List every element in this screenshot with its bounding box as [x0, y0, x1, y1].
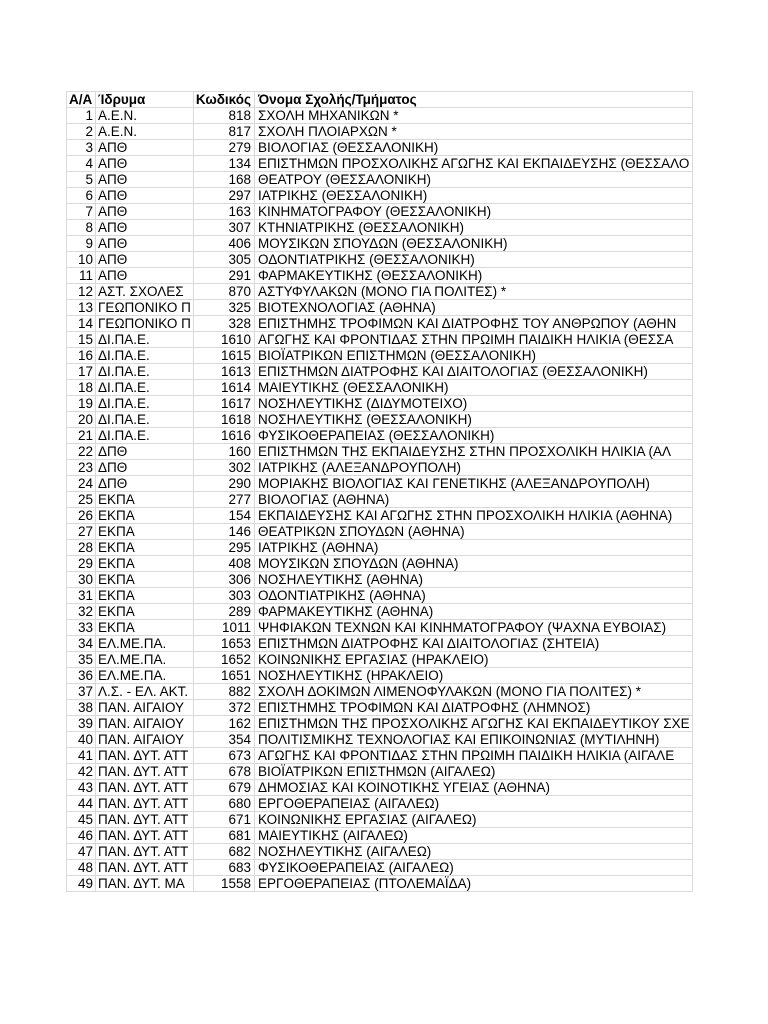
institution-cell[interactable]: ΕΚΠΑ	[96, 508, 194, 524]
table-row	[67, 428, 693, 444]
code-cell[interactable]: 277	[193, 492, 254, 508]
institution-cell[interactable]: ΠΑΝ. ΔΥΤ. ΑΤΤ	[96, 812, 194, 828]
table-row	[67, 460, 693, 476]
row-number[interactable]: 17	[67, 364, 96, 380]
department-name-cell[interactable]: ΦΑΡΜΑΚΕΥΤΙΚΗΣ (ΑΘΗΝΑ)	[255, 604, 693, 620]
code-cell[interactable]: 325	[193, 300, 254, 316]
header-row	[67, 92, 693, 108]
table-row	[67, 764, 693, 780]
row-number[interactable]: 23	[67, 460, 96, 476]
department-name-cell[interactable]: ΚΟΙΝΩΝΙΚΗΣ ΕΡΓΑΣΙΑΣ (ΑΙΓΑΛΕΩ)	[255, 812, 693, 828]
row-number[interactable]: 7	[67, 204, 96, 220]
table-row	[67, 172, 693, 188]
code-cell[interactable]: 1614	[193, 380, 254, 396]
table-row	[67, 620, 693, 636]
code-cell[interactable]: 673	[193, 748, 254, 764]
code-cell[interactable]: 328	[193, 316, 254, 332]
table-row	[67, 716, 693, 732]
code-cell[interactable]: 1616	[193, 428, 254, 444]
table-row	[67, 540, 693, 556]
institution-cell[interactable]: ΕΛ.ΜΕ.ΠΑ.	[96, 636, 194, 652]
institution-cell[interactable]: ΕΚΠΑ	[96, 492, 194, 508]
department-name-cell[interactable]: ΒΙΟΛΟΓΙΑΣ (ΘΕΣΣΑΛΟΝΙΚΗ)	[255, 140, 693, 156]
department-name-cell[interactable]: ΜΟΥΣΙΚΩΝ ΣΠΟΥΔΩΝ (ΑΘΗΝΑ)	[255, 556, 693, 572]
code-cell[interactable]: 818	[193, 108, 254, 124]
table-row	[67, 300, 693, 316]
table-row	[67, 556, 693, 572]
code-cell[interactable]: 303	[193, 588, 254, 604]
institution-cell[interactable]: Α.Ε.Ν.	[96, 108, 194, 124]
institution-cell[interactable]: ΠΑΝ. ΔΥΤ. ΜΑ	[96, 876, 194, 892]
table-row	[67, 812, 693, 828]
department-name-cell[interactable]: ΜΟΡΙΑΚΗΣ ΒΙΟΛΟΓΙΑΣ ΚΑΙ ΓΕΝΕΤΙΚΗΣ (ΑΛΕΞΑΝΔΡΟΥΠΟΛΗ)	[255, 476, 693, 492]
institution-cell[interactable]: ΠΑΝ. ΔΥΤ. ΑΤΤ	[96, 796, 194, 812]
table-row	[67, 684, 693, 700]
row-number[interactable]: 21	[67, 428, 96, 444]
department-name-cell[interactable]: ΕΠΙΣΤΗΜΩΝ ΠΡΟΣΧΟΛΙΚΗΣ ΑΓΩΓΗΣ ΚΑΙ ΕΚΠΑΙΔΕΥΣΗΣ (ΘΕΣΣΑΛΟ	[255, 156, 693, 172]
institution-cell[interactable]: ΑΠΘ	[96, 140, 194, 156]
institution-cell[interactable]: ΑΠΘ	[96, 188, 194, 204]
institution-cell[interactable]: ΠΑΝ. ΔΥΤ. ΑΤΤ	[96, 828, 194, 844]
table-row	[67, 332, 693, 348]
row-number[interactable]: 27	[67, 524, 96, 540]
row-number[interactable]: 36	[67, 668, 96, 684]
institution-cell[interactable]: ΑΠΘ	[96, 220, 194, 236]
code-cell[interactable]: 682	[193, 844, 254, 860]
code-cell[interactable]: 1011	[193, 620, 254, 636]
institution-cell[interactable]: ΠΑΝ. ΔΥΤ. ΑΤΤ	[96, 780, 194, 796]
row-number[interactable]: 24	[67, 476, 96, 492]
code-cell[interactable]: 163	[193, 204, 254, 220]
department-name-cell[interactable]: ΕΠΙΣΤΗΜΗΣ ΤΡΟΦΙΜΩΝ ΚΑΙ ΔΙΑΤΡΟΦΗΣ ΤΟΥ ΑΝΘΡΩΠΟΥ (ΑΘΗΝ	[255, 316, 693, 332]
row-number[interactable]: 30	[67, 572, 96, 588]
department-name-cell[interactable]: ΦΥΣΙΚΟΘΕΡΑΠΕΙΑΣ (ΑΙΓΑΛΕΩ)	[255, 860, 693, 876]
header-aa[interactable]: Α/Α	[67, 92, 96, 108]
institution-cell[interactable]: ΔΙ.ΠΑ.Ε.	[96, 380, 194, 396]
table-row	[67, 876, 693, 892]
department-name-cell[interactable]: ΕΠΙΣΤΗΜΩΝ ΤΗΣ ΕΚΠΑΙΔΕΥΣΗΣ ΣΤΗΝ ΠΡΟΣΧΟΛΙΚΗ ΗΛΙΚΙΑ (ΑΛ	[255, 444, 693, 460]
row-number[interactable]: 8	[67, 220, 96, 236]
department-name-cell[interactable]: ΑΓΩΓΗΣ ΚΑΙ ΦΡΟΝΤΙΔΑΣ ΣΤΗΝ ΠΡΩΙΜΗ ΠΑΙΔΙΚΗ ΗΛΙΚΙΑ (ΑΙΓΑΛΕ	[255, 748, 693, 764]
institution-cell[interactable]: ΠΑΝ. ΔΥΤ. ΑΤΤ	[96, 764, 194, 780]
table-row	[67, 492, 693, 508]
table-row	[67, 636, 693, 652]
row-number[interactable]: 10	[67, 252, 96, 268]
table-row	[67, 780, 693, 796]
code-cell[interactable]: 1558	[193, 876, 254, 892]
row-number[interactable]: 49	[67, 876, 96, 892]
header-institution[interactable]: Ίδρυμα	[96, 92, 194, 108]
row-number[interactable]: 9	[67, 236, 96, 252]
code-cell[interactable]: 154	[193, 508, 254, 524]
institution-cell[interactable]: ΑΣΤ. ΣΧΟΛΕΣ	[96, 284, 194, 300]
institution-cell[interactable]: ΠΑΝ. ΑΙΓΑΙΟΥ	[96, 732, 194, 748]
institution-cell[interactable]: ΕΚΠΑ	[96, 524, 194, 540]
code-cell[interactable]: 1615	[193, 348, 254, 364]
table-row	[67, 252, 693, 268]
department-name-cell[interactable]: ΟΔΟΝΤΙΑΤΡΙΚΗΣ (ΘΕΣΣΑΛΟΝΙΚΗ)	[255, 252, 693, 268]
code-cell[interactable]: 297	[193, 188, 254, 204]
institution-cell[interactable]: ΕΚΠΑ	[96, 620, 194, 636]
row-number[interactable]: 41	[67, 748, 96, 764]
table-row	[67, 652, 693, 668]
row-number[interactable]: 38	[67, 700, 96, 716]
code-cell[interactable]: 354	[193, 732, 254, 748]
department-name-cell[interactable]: ΕΠΙΣΤΗΜΩΝ ΤΗΣ ΠΡΟΣΧΟΛΙΚΗΣ ΑΓΩΓΗΣ ΚΑΙ ΕΚΠΑΙΔΕΥΤΙΚΟΥ ΣΧΕ	[255, 716, 693, 732]
institution-cell[interactable]: ΕΚΠΑ	[96, 556, 194, 572]
row-number[interactable]: 22	[67, 444, 96, 460]
row-number[interactable]: 29	[67, 556, 96, 572]
row-number[interactable]: 47	[67, 844, 96, 860]
header-code[interactable]: Κωδικός	[193, 92, 254, 108]
department-name-cell[interactable]: ΑΣΤΥΦΥΛΑΚΩΝ (ΜΟΝΟ ΓΙΑ ΠΟΛΙΤΕΣ) *	[255, 284, 693, 300]
institution-cell[interactable]: ΠΑΝ. ΔΥΤ. ΑΤΤ	[96, 860, 194, 876]
row-number[interactable]: 35	[67, 652, 96, 668]
department-name-cell[interactable]: ΦΑΡΜΑΚΕΥΤΙΚΗΣ (ΘΕΣΣΑΛΟΝΙΚΗ)	[255, 268, 693, 284]
department-name-cell[interactable]: ΕΚΠΑΙΔΕΥΣΗΣ ΚΑΙ ΑΓΩΓΗΣ ΣΤΗΝ ΠΡΟΣΧΟΛΙΚΗ ΗΛΙΚΙΑ (ΑΘΗΝΑ)	[255, 508, 693, 524]
code-cell[interactable]: 817	[193, 124, 254, 140]
table-row	[67, 524, 693, 540]
table-row	[67, 156, 693, 172]
header-name[interactable]: Όνομα Σχολής/Τμήματος	[255, 92, 693, 108]
department-name-cell[interactable]: ΕΡΓΟΘΕΡΑΠΕΙΑΣ (ΠΤΟΛΕΜΑΪΔΑ)	[255, 876, 693, 892]
department-name-cell[interactable]: ΝΟΣΗΛΕΥΤΙΚΗΣ (ΑΙΓΑΛΕΩ)	[255, 844, 693, 860]
row-number[interactable]: 16	[67, 348, 96, 364]
row-number[interactable]: 11	[67, 268, 96, 284]
department-name-cell[interactable]: ΕΠΙΣΤΗΜΩΝ ΔΙΑΤΡΟΦΗΣ ΚΑΙ ΔΙΑΙΤΟΛΟΓΙΑΣ (ΣΗΤΕΙΑ)	[255, 636, 693, 652]
code-cell[interactable]: 289	[193, 604, 254, 620]
institution-cell[interactable]: ΑΠΘ	[96, 268, 194, 284]
row-number[interactable]: 44	[67, 796, 96, 812]
table-row	[67, 348, 693, 364]
department-name-cell[interactable]: ΒΙΟΪΑΤΡΙΚΩΝ ΕΠΙΣΤΗΜΩΝ (ΘΕΣΣΑΛΟΝΙΚΗ)	[255, 348, 693, 364]
institution-cell[interactable]: ΠΑΝ. ΔΥΤ. ΑΤΤ	[96, 844, 194, 860]
institution-cell[interactable]: Α.Ε.Ν.	[96, 124, 194, 140]
code-cell[interactable]: 1651	[193, 668, 254, 684]
institution-cell[interactable]: ΔΙ.ΠΑ.Ε.	[96, 348, 194, 364]
table-row	[67, 796, 693, 812]
table-row	[67, 844, 693, 860]
table-row	[67, 396, 693, 412]
department-name-cell[interactable]: ΣΧΟΛΗ ΜΗΧΑΝΙΚΩΝ *	[255, 108, 693, 124]
department-name-cell[interactable]: ΝΟΣΗΛΕΥΤΙΚΗΣ (ΔΙΔΥΜΟΤΕΙΧΟ)	[255, 396, 693, 412]
row-number[interactable]: 13	[67, 300, 96, 316]
table-row	[67, 220, 693, 236]
department-name-cell[interactable]: ΒΙΟΪΑΤΡΙΚΩΝ ΕΠΙΣΤΗΜΩΝ (ΑΙΓΑΛΕΩ)	[255, 764, 693, 780]
table-row	[67, 604, 693, 620]
code-cell[interactable]: 1653	[193, 636, 254, 652]
department-name-cell[interactable]: ΒΙΟΤΕΧΝΟΛΟΓΙΑΣ (ΑΘΗΝΑ)	[255, 300, 693, 316]
code-cell[interactable]: 306	[193, 572, 254, 588]
table-row	[67, 124, 693, 140]
department-name-cell[interactable]: ΔΗΜΟΣΙΑΣ ΚΑΙ ΚΟΙΝΟΤΙΚΗΣ ΥΓΕΙΑΣ (ΑΘΗΝΑ)	[255, 780, 693, 796]
code-cell[interactable]: 295	[193, 540, 254, 556]
institution-cell[interactable]: ΔΙ.ΠΑ.Ε.	[96, 332, 194, 348]
code-cell[interactable]: 134	[193, 156, 254, 172]
code-cell[interactable]: 305	[193, 252, 254, 268]
department-name-cell[interactable]: ΙΑΤΡΙΚΗΣ (ΑΛΕΞΑΝΔΡΟΥΠΟΛΗ)	[255, 460, 693, 476]
table-row	[67, 444, 693, 460]
institution-cell[interactable]: ΔΙ.ΠΑ.Ε.	[96, 396, 194, 412]
department-name-cell[interactable]: ΣΧΟΛΗ ΠΛΟΙΑΡΧΩΝ *	[255, 124, 693, 140]
table-row	[67, 188, 693, 204]
department-name-cell[interactable]: ΣΧΟΛΗ ΔΟΚΙΜΩΝ ΛΙΜΕΝΟΦΥΛΑΚΩΝ (ΜΟΝΟ ΓΙΑ ΠΟΛΙΤΕΣ) *	[255, 684, 693, 700]
row-number[interactable]: 19	[67, 396, 96, 412]
row-number[interactable]: 4	[67, 156, 96, 172]
code-cell[interactable]: 291	[193, 268, 254, 284]
table-row	[67, 732, 693, 748]
row-number[interactable]: 14	[67, 316, 96, 332]
code-cell[interactable]: 1617	[193, 396, 254, 412]
table-row	[67, 588, 693, 604]
table-row	[67, 476, 693, 492]
department-name-cell[interactable]: ΚΤΗΝΙΑΤΡΙΚΗΣ (ΘΕΣΣΑΛΟΝΙΚΗ)	[255, 220, 693, 236]
row-number[interactable]: 43	[67, 780, 96, 796]
department-name-cell[interactable]: ΝΟΣΗΛΕΥΤΙΚΗΣ (ΘΕΣΣΑΛΟΝΙΚΗ)	[255, 412, 693, 428]
department-name-cell[interactable]: ΘΕΑΤΡΟΥ (ΘΕΣΣΑΛΟΝΙΚΗ)	[255, 172, 693, 188]
department-name-cell[interactable]: ΦΥΣΙΚΟΘΕΡΑΠΕΙΑΣ (ΘΕΣΣΑΛΟΝΙΚΗ)	[255, 428, 693, 444]
table-row	[67, 204, 693, 220]
table-row	[67, 700, 693, 716]
institution-cell[interactable]: ΕΚΠΑ	[96, 540, 194, 556]
department-name-cell[interactable]: ΘΕΑΤΡΙΚΩΝ ΣΠΟΥΔΩΝ (ΑΘΗΝΑ)	[255, 524, 693, 540]
department-name-cell[interactable]: ΜΑΙΕΥΤΙΚΗΣ (ΘΕΣΣΑΛΟΝΙΚΗ)	[255, 380, 693, 396]
code-cell[interactable]: 1618	[193, 412, 254, 428]
row-number[interactable]: 39	[67, 716, 96, 732]
department-name-cell[interactable]: ΠΟΛΙΤΙΣΜΙΚΗΣ ΤΕΧΝΟΛΟΓΙΑΣ ΚΑΙ ΕΠΙΚΟΙΝΩΝΙΑΣ (ΜΥΤΙΛΗΝΗ)	[255, 732, 693, 748]
code-cell[interactable]: 307	[193, 220, 254, 236]
code-cell[interactable]: 882	[193, 684, 254, 700]
institution-cell[interactable]: ΕΛ.ΜΕ.ΠΑ.	[96, 652, 194, 668]
table-row	[67, 268, 693, 284]
institution-cell[interactable]: ΑΠΘ	[96, 204, 194, 220]
table-row	[67, 236, 693, 252]
code-cell[interactable]: 162	[193, 716, 254, 732]
table-row	[67, 316, 693, 332]
institution-cell[interactable]: ΓΕΩΠΟΝΙΚΟ Π	[96, 300, 194, 316]
spreadsheet	[66, 91, 693, 892]
institution-cell[interactable]: ΔΠΘ	[96, 476, 194, 492]
department-name-cell[interactable]: ΝΟΣΗΛΕΥΤΙΚΗΣ (ΑΘΗΝΑ)	[255, 572, 693, 588]
department-name-cell[interactable]: ΙΑΤΡΙΚΗΣ (ΑΘΗΝΑ)	[255, 540, 693, 556]
row-number[interactable]: 20	[67, 412, 96, 428]
row-number[interactable]: 34	[67, 636, 96, 652]
institution-cell[interactable]: ΠΑΝ. ΑΙΓΑΙΟΥ	[96, 716, 194, 732]
department-name-cell[interactable]: ΜΑΙΕΥΤΙΚΗΣ (ΑΙΓΑΛΕΩ)	[255, 828, 693, 844]
code-cell[interactable]: 680	[193, 796, 254, 812]
row-number[interactable]: 18	[67, 380, 96, 396]
row-number[interactable]: 3	[67, 140, 96, 156]
institution-cell[interactable]: ΠΑΝ. ΑΙΓΑΙΟΥ	[96, 700, 194, 716]
institution-cell[interactable]: ΑΠΘ	[96, 172, 194, 188]
table-row	[67, 364, 693, 380]
table-row	[67, 508, 693, 524]
table-row	[67, 412, 693, 428]
code-cell[interactable]: 1610	[193, 332, 254, 348]
institution-cell[interactable]: ΕΚΠΑ	[96, 588, 194, 604]
institution-cell[interactable]: ΠΑΝ. ΔΥΤ. ΑΤΤ	[96, 748, 194, 764]
table-row	[67, 828, 693, 844]
institution-cell[interactable]: ΔΠΘ	[96, 460, 194, 476]
department-name-cell[interactable]: ΝΟΣΗΛΕΥΤΙΚΗΣ (ΗΡΑΚΛΕΙΟ)	[255, 668, 693, 684]
code-cell[interactable]: 406	[193, 236, 254, 252]
institution-cell[interactable]: ΑΠΘ	[96, 156, 194, 172]
department-name-cell[interactable]: ΨΗΦΙΑΚΩΝ ΤΕΧΝΩΝ ΚΑΙ ΚΙΝΗΜΑΤΟΓΡΑΦΟΥ (ΨΑΧΝΑ ΕΥΒΟΙΑΣ)	[255, 620, 693, 636]
row-number[interactable]: 25	[67, 492, 96, 508]
row-number[interactable]: 6	[67, 188, 96, 204]
department-name-cell[interactable]: ΕΡΓΟΘΕΡΑΠΕΙΑΣ (ΑΙΓΑΛΕΩ)	[255, 796, 693, 812]
institution-cell[interactable]: ΕΛ.ΜΕ.ΠΑ.	[96, 668, 194, 684]
table-row	[67, 668, 693, 684]
code-cell[interactable]: 168	[193, 172, 254, 188]
code-cell[interactable]: 290	[193, 476, 254, 492]
code-cell[interactable]: 678	[193, 764, 254, 780]
row-number[interactable]: 45	[67, 812, 96, 828]
table-row	[67, 748, 693, 764]
code-cell[interactable]: 870	[193, 284, 254, 300]
code-cell[interactable]: 671	[193, 812, 254, 828]
institution-cell[interactable]: ΔΠΘ	[96, 444, 194, 460]
department-name-cell[interactable]: ΟΔΟΝΤΙΑΤΡΙΚΗΣ (ΑΘΗΝΑ)	[255, 588, 693, 604]
table-row	[67, 572, 693, 588]
code-cell[interactable]: 1652	[193, 652, 254, 668]
row-number[interactable]: 40	[67, 732, 96, 748]
code-cell[interactable]: 683	[193, 860, 254, 876]
table-row	[67, 380, 693, 396]
row-number[interactable]: 2	[67, 124, 96, 140]
table-row	[67, 140, 693, 156]
institution-cell[interactable]: ΑΠΘ	[96, 236, 194, 252]
row-number[interactable]: 37	[67, 684, 96, 700]
institution-cell[interactable]: ΔΙ.ΠΑ.Ε.	[96, 364, 194, 380]
table-row	[67, 108, 693, 124]
department-name-cell[interactable]: ΙΑΤΡΙΚΗΣ (ΘΕΣΣΑΛΟΝΙΚΗ)	[255, 188, 693, 204]
department-name-cell[interactable]: ΚΟΙΝΩΝΙΚΗΣ ΕΡΓΑΣΙΑΣ (ΗΡΑΚΛΕΙΟ)	[255, 652, 693, 668]
row-number[interactable]: 33	[67, 620, 96, 636]
code-cell[interactable]: 160	[193, 444, 254, 460]
institution-cell[interactable]: ΓΕΩΠΟΝΙΚΟ Π	[96, 316, 194, 332]
institution-cell[interactable]: ΕΚΠΑ	[96, 604, 194, 620]
code-cell[interactable]: 372	[193, 700, 254, 716]
department-name-cell[interactable]: ΒΙΟΛΟΓΙΑΣ (ΑΘΗΝΑ)	[255, 492, 693, 508]
institution-cell[interactable]: ΔΙ.ΠΑ.Ε.	[96, 412, 194, 428]
row-number[interactable]: 42	[67, 764, 96, 780]
institution-cell[interactable]: ΔΙ.ΠΑ.Ε.	[96, 428, 194, 444]
code-cell[interactable]: 302	[193, 460, 254, 476]
departments-table	[66, 91, 693, 892]
institution-cell[interactable]: ΕΚΠΑ	[96, 572, 194, 588]
code-cell[interactable]: 1613	[193, 364, 254, 380]
table-row	[67, 860, 693, 876]
code-cell[interactable]: 279	[193, 140, 254, 156]
code-cell[interactable]: 679	[193, 780, 254, 796]
institution-cell[interactable]: ΑΠΘ	[96, 252, 194, 268]
row-number[interactable]: 15	[67, 332, 96, 348]
department-name-cell[interactable]: ΚΙΝΗΜΑΤΟΓΡΑΦΟΥ (ΘΕΣΣΑΛΟΝΙΚΗ)	[255, 204, 693, 220]
code-cell[interactable]: 146	[193, 524, 254, 540]
row-number[interactable]: 26	[67, 508, 96, 524]
code-cell[interactable]: 681	[193, 828, 254, 844]
row-number[interactable]: 48	[67, 860, 96, 876]
row-number[interactable]: 28	[67, 540, 96, 556]
department-name-cell[interactable]: ΕΠΙΣΤΗΜΗΣ ΤΡΟΦΙΜΩΝ ΚΑΙ ΔΙΑΤΡΟΦΗΣ (ΛΗΜΝΟΣ)	[255, 700, 693, 716]
row-number[interactable]: 31	[67, 588, 96, 604]
department-name-cell[interactable]: ΜΟΥΣΙΚΩΝ ΣΠΟΥΔΩΝ (ΘΕΣΣΑΛΟΝΙΚΗ)	[255, 236, 693, 252]
table-row	[67, 284, 693, 300]
department-name-cell[interactable]: ΑΓΩΓΗΣ ΚΑΙ ΦΡΟΝΤΙΔΑΣ ΣΤΗΝ ΠΡΩΙΜΗ ΠΑΙΔΙΚΗ ΗΛΙΚΙΑ (ΘΕΣΣΑ	[255, 332, 693, 348]
row-number[interactable]: 46	[67, 828, 96, 844]
department-name-cell[interactable]: ΕΠΙΣΤΗΜΩΝ ΔΙΑΤΡΟΦΗΣ ΚΑΙ ΔΙΑΙΤΟΛΟΓΙΑΣ (ΘΕΣΣΑΛΟΝΙΚΗ)	[255, 364, 693, 380]
code-cell[interactable]: 408	[193, 556, 254, 572]
institution-cell[interactable]: Λ.Σ. - ΕΛ. ΑΚΤ.	[96, 684, 194, 700]
row-number[interactable]: 5	[67, 172, 96, 188]
row-number[interactable]: 1	[67, 108, 96, 124]
row-number[interactable]: 12	[67, 284, 96, 300]
row-number[interactable]: 32	[67, 604, 96, 620]
